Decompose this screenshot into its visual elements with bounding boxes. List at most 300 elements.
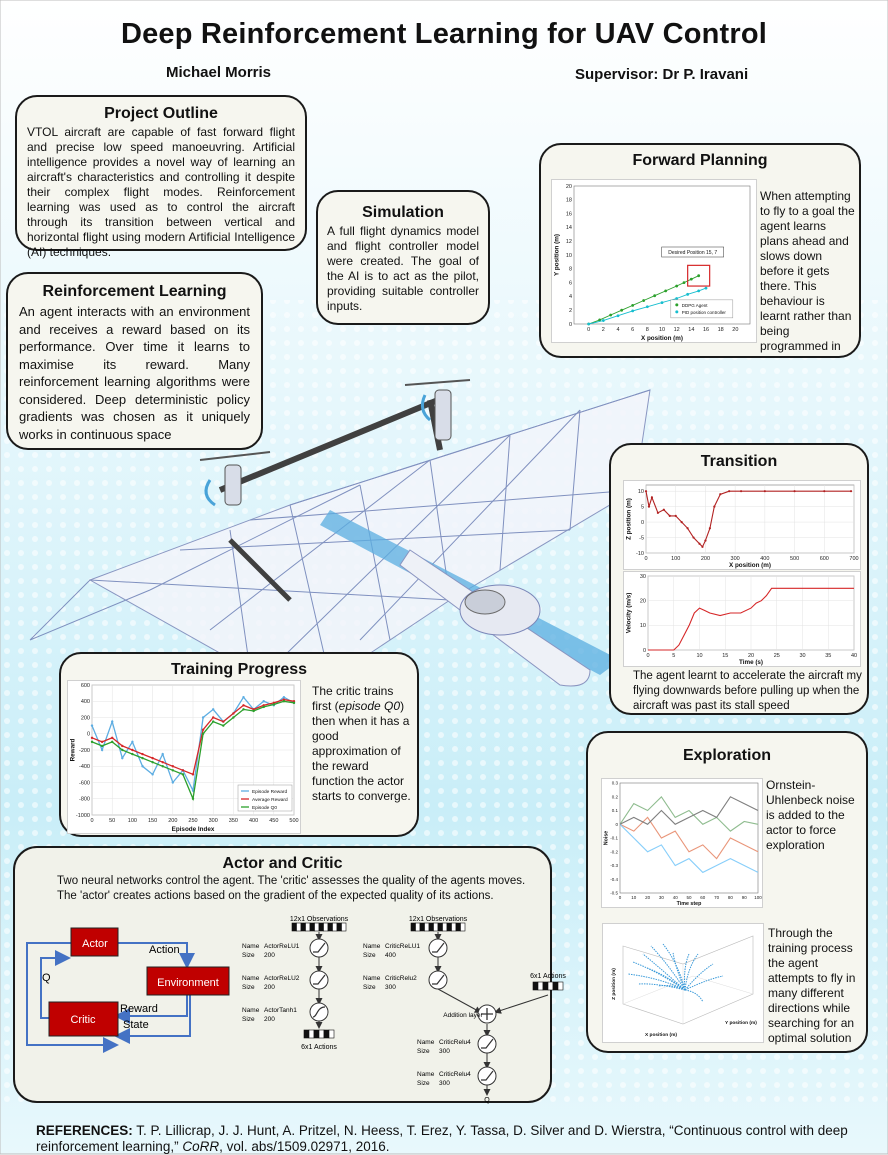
y-tick-label: -0.4 [610,876,618,882]
data-point [101,749,103,751]
critic-action-bar [533,982,563,990]
trajectory [685,990,703,1002]
critic-input-label: 12x1 Observations [408,916,468,923]
rl-text: An agent interacts with an environment and receives a reward based on its performance. Over time it learns to maximise its reward. Many reinforcement learning algorithms were considered. Deep deterministic policy gradients was chosen as it uniquely works in continuous space [19,304,250,442]
poster-title: Deep Reinforcement Learning for UAV Control [120,18,768,50]
data-point [202,716,204,718]
data-point [101,745,103,747]
reward-label: Reward [120,1003,158,1015]
references: REFERENCES: T. P. Lillicrap, J. J. Hunt, A. Pritzel, N. Heess, T. Erez, Y. Tassa, D. Silver and D. Wierstra, “Continuous control with deep reinforcement learning,” CoRR, vol. abs/1509.02971, 2016. [36,1123,848,1154]
name-label: Name [363,943,381,950]
project-outline-title: Project Outline [104,105,218,122]
exploration-title: Exploration [682,747,771,764]
data-point [661,301,664,304]
vector-cell [301,923,306,931]
data-point [793,490,795,492]
critic-layer-1 [363,939,447,959]
size-label: Size [242,1016,255,1023]
y-tick-label: 0 [568,321,572,328]
vector-cell [543,982,548,990]
exploration-trajectory-chart [602,923,764,1043]
y-tick-label: -1000 [75,812,90,819]
traj-y-label: Y position (m) [725,1021,757,1026]
data-point [631,309,634,312]
data-point [283,696,285,698]
actor-output-label: 6x1 Actions [301,1044,337,1051]
data-point [283,700,285,702]
y-tick-label: 0 [640,519,644,526]
x-tick-label: 300 [208,818,218,824]
name-label: Name [242,1007,260,1014]
vector-cell [324,1030,329,1038]
simulation-title: Simulation [362,204,444,221]
vector-cell [548,982,553,990]
vector-cell [342,923,347,931]
size-label: Size [242,984,255,991]
data-point [111,737,113,739]
x-axis-label: Time step [676,901,702,907]
x-tick-label: 18 [717,327,724,333]
state-label: State [123,1019,149,1031]
y-axis-label: Noise [603,830,610,846]
critic-layer-2-size: 300 [385,984,396,991]
critic-block-label: Critic [70,1014,96,1026]
data-point [121,749,123,751]
critic-layer-3 [417,1035,496,1055]
data-point [222,720,224,722]
data-point [141,765,143,767]
data-point [609,314,612,317]
x-tick-label: 10 [658,327,666,333]
name-label: Name [242,975,260,982]
actor-critic-diagram [15,908,566,1104]
y-tick-label: 0 [642,647,646,654]
addition-layer-label: Addition layer [443,1012,483,1019]
y-tick-label: -0.2 [610,849,618,855]
x-tick-label: 500 [789,556,800,562]
vector-cell [337,923,342,931]
actor-network [242,916,349,1051]
x-tick-label: 400 [760,556,770,562]
data-point [697,274,700,277]
vector-cell [315,923,320,931]
data-point [683,281,686,284]
data-point [91,724,93,726]
data-point [151,773,153,775]
data-point [212,716,214,718]
y-tick-label: -5 [639,535,644,542]
x-tick-label: 450 [269,818,279,824]
actor-input-label: 12x1 Observations [289,916,349,923]
data-point [602,319,605,322]
x-tick-label: 25 [773,653,780,659]
name-label: Name [363,975,381,982]
y-tick-label: -600 [78,780,90,787]
data-point [653,294,656,297]
data-point [740,490,742,492]
data-point [212,708,214,710]
vector-cell [314,1030,319,1038]
vector-cell [310,923,315,931]
y-tick-label: 12 [565,239,572,246]
x-tick-label: 70 [714,895,720,900]
x-tick-label: 250 [188,818,198,824]
rl-loop [27,928,229,1045]
data-point [823,490,825,492]
supervisor-name: Supervisor: Dr P. Iravani [575,66,749,83]
critic-actions-label: 6x1 Actions [530,973,566,980]
actor-layer-2 [242,971,328,991]
x-tick-label: 0 [644,556,648,562]
target-annotation: Desired Position 15, 7 [668,250,718,256]
x-axis-label: Time (s) [738,659,764,666]
legend-marker [675,303,678,306]
transition-panel [609,443,869,715]
x-axis-label: X position (m) [729,562,771,569]
x-tick-label: 20 [645,895,651,900]
y-tick-label: 20 [565,183,572,190]
y-tick-label: 4 [568,294,572,301]
vector-cell [411,923,416,931]
x-tick-label: 35 [825,653,832,659]
x-tick-label: 6 [631,327,635,333]
data-point [192,773,194,775]
traj-z-label: Z position (m) [612,968,617,1000]
vector-cell [324,923,329,931]
y-tick-label: -800 [78,796,90,803]
x-tick-label: 60 [700,895,706,900]
x-tick-label: 0 [587,327,591,333]
vector-cell [438,923,443,931]
critic-output-label: Q [484,1097,490,1104]
y-axis-label: Velocity (m/s) [625,592,633,634]
y-tick-label: 10 [639,623,646,630]
x-tick-label: 0 [90,818,94,824]
y-axis-label: Y position (m) [553,234,561,276]
data-point [232,712,234,714]
data-point [705,287,708,290]
data-point [172,765,174,767]
y-tick-label: 6 [568,280,572,287]
legend-entry: PID position controller [681,309,726,315]
x-tick-label: 10 [631,895,637,900]
data-point [669,515,671,517]
critic-layer-4-size: 300 [439,1080,450,1087]
x-tick-label: 40 [672,895,678,900]
actor-action-bar [304,1030,334,1038]
actor-critic-text: Two neural networks control the agent. The 'critic' assesses the quality of the agents moves. The 'actor' creates actions based on the gradient of the expected quality of its actions. [57,875,526,902]
actor-layer-3-name: ActorTanh1 [264,1007,297,1014]
data-point [222,724,224,726]
name-label: Name [417,1071,435,1078]
y-tick-label: 0.1 [611,808,618,813]
data-point [182,773,184,775]
data-point [850,490,852,492]
vector-cell [558,982,563,990]
data-point [764,490,766,492]
size-label: Size [417,1080,430,1087]
data-point [232,716,234,718]
data-point [162,753,164,755]
y-tick-label: -200 [78,747,90,754]
y-tick-label: -0.3 [610,863,618,868]
x-tick-label: 50 [109,818,116,824]
data-point [182,769,184,771]
x-tick-label: 100 [754,895,762,900]
y-tick-label: 0.2 [611,794,618,800]
training-progress-panel [59,652,419,837]
data-point [121,757,123,759]
vector-cell [297,923,302,931]
reinforcement-learning-panel [6,272,263,450]
traj-x-label: X position (m) [645,1033,677,1038]
data-point [617,314,620,317]
vector-cell [429,923,434,931]
y-tick-label: 16 [565,211,572,218]
actor-layer-3-size: 200 [264,1016,275,1023]
vector-cell [538,982,543,990]
y-tick-label: 400 [80,699,90,706]
data-point [263,706,265,708]
x-tick-label: 15 [722,653,729,659]
x-tick-label: 8 [645,327,649,333]
x-tick-label: 100 [127,818,137,824]
data-point [719,493,721,495]
vector-cell [533,982,538,990]
vector-cell [304,1030,309,1038]
vector-cell [425,923,430,931]
data-point [141,757,143,759]
actor-layer-1-name: ActorReLU1 [264,943,300,950]
data-point [713,506,715,508]
data-point [675,515,677,517]
legend-marker [675,310,678,313]
exploration-panel [586,731,868,1053]
vector-cell [328,923,333,931]
data-point [273,703,275,705]
data-point [242,696,244,698]
vector-cell [456,923,461,931]
rl-title: Reinforcement Learning [42,283,227,300]
data-point [728,490,730,492]
project-outline-text: VTOL aircraft are capable of fast forward flight and precise low speed manoeuvring. Artificial intelligence provides a novel way of learning an aircraft's characteristics and controlling it despite their complex flight modes. Reinforcement learning was used as to control the aircraft through its transition between vertical and horizontal flight using modern Artificial Intelligence (AI) techniques. [27,125,295,259]
legend-entry: Episode Reward [252,790,288,795]
actor-layer-3 [242,1003,328,1023]
y-tick-label: 10 [637,489,644,496]
critic-layer-2-name: CriticRelu2 [385,975,417,982]
forward-planning-chart [551,179,757,343]
data-point [172,769,174,771]
x-tick-label: 350 [228,818,238,824]
data-point [686,293,689,296]
vector-cell [452,923,457,931]
x-tick-label: 2 [601,327,605,333]
training-progress-chart [67,680,301,834]
x-tick-label: 40 [850,653,858,659]
x-tick-label: 300 [730,556,740,562]
x-tick-label: 4 [616,327,620,333]
x-tick-label: 5 [672,653,676,659]
vector-cell [306,923,311,931]
vector-cell [447,923,452,931]
data-point [162,765,164,767]
x-tick-label: 200 [700,556,711,562]
data-point [131,753,133,755]
x-tick-label: 400 [249,818,259,824]
data-point [648,506,650,508]
data-point [242,704,244,706]
data-point [587,323,590,326]
vector-cell [329,1030,334,1038]
name-label: Name [417,1039,435,1046]
x-tick-label: 10 [696,653,703,659]
x-tick-label: 12 [673,327,680,333]
data-point [675,285,678,288]
data-point [121,745,123,747]
data-point [202,728,204,730]
x-tick-label: 150 [148,818,158,824]
forward-planning-panel [539,143,861,358]
data-point [263,700,265,702]
data-point [701,546,703,548]
size-label: Size [363,952,376,959]
critic-layer-1-name: CriticReLU1 [385,943,421,950]
vector-cell [333,923,338,931]
data-point [111,720,113,722]
data-point [697,289,700,292]
y-tick-label: -0.5 [610,890,618,896]
y-tick-label: 30 [639,573,646,580]
plot-area [646,485,854,553]
legend-entry: Episode Q0 [252,806,278,811]
y-tick-label: 20 [639,598,646,605]
y-tick-label: -400 [78,764,90,771]
data-point [111,741,113,743]
data-point [293,702,295,704]
x-tick-label: 14 [688,327,695,333]
y-tick-label: -0.1 [610,835,618,841]
data-point [642,299,645,302]
x-axis-label: X position (m) [641,335,683,342]
y-axis-label: Reward [69,738,77,762]
x-tick-label: 200 [168,818,178,824]
data-point [645,490,647,492]
trajectory [633,962,685,990]
data-point [242,708,244,710]
data-point [657,512,659,514]
transition-text: The agent learnt to accelerate the aircraft my flying downwards before pulling up when the aircraft was past its stall speed [633,670,862,712]
y-tick-label: 600 [80,682,90,689]
vector-cell [434,923,439,931]
vector-cell [292,923,297,931]
data-point [131,749,133,751]
vector-cell [420,923,425,931]
training-progress-text: The critic trains first (episode Q0) then when it has a good approximation of the reward function the actor starts to converge. [312,684,411,803]
data-point [91,737,93,739]
data-point [131,741,133,743]
size-label: Size [242,952,255,959]
x-tick-label: 50 [686,895,692,900]
critic-observation-bar [411,923,465,931]
data-point [252,710,254,712]
data-point [698,543,700,545]
y-tick-label: 8 [568,266,572,273]
y-tick-label: 14 [565,225,572,232]
x-tick-label: 80 [727,895,733,900]
transition-velocity-chart [623,571,861,667]
actor-layer-1 [242,939,328,959]
data-point [151,757,153,759]
critic-layer-3-size: 300 [439,1048,450,1055]
data-point [692,536,694,538]
vector-cell [309,1030,314,1038]
name-label: Name [242,943,260,950]
x-tick-label: 30 [799,653,806,659]
data-point [141,753,143,755]
data-point [651,496,653,498]
transition-title: Transition [700,453,778,470]
critic-layer-2 [363,971,447,991]
x-tick-label: 20 [732,327,739,333]
data-point [681,521,683,523]
data-point [162,761,164,763]
y-axis-label: Z position (m) [625,498,633,540]
x-tick-label: 16 [702,327,710,333]
data-point [709,527,711,529]
actor-critic-title: Actor and Critic [222,855,343,872]
size-label: Size [363,984,376,991]
critic-network [363,916,566,1104]
simulation-panel [316,190,490,325]
y-tick-label: -10 [636,550,644,557]
data-point [202,733,204,735]
simulation-text: A full flight dynamics model and flight controller model were created. The goal of the AI is to act as the pilot, providing suitable controller inputs. [327,224,479,313]
data-point [151,761,153,763]
addition-layer [443,1005,496,1023]
actor-block-label: Actor [82,938,108,950]
y-tick-label: 200 [80,715,90,722]
training-progress-title: Training Progress [170,661,308,678]
x-tick-label: 500 [289,818,299,824]
axes-box [623,936,753,1024]
data-point [212,720,214,722]
actor-layer-2-name: ActorReLU2 [264,975,300,982]
vector-cell [319,923,324,931]
vector-cell [443,923,448,931]
legend-entry: DDPG Agent [681,302,708,308]
y-tick-label: 5 [640,504,644,511]
x-tick-label: 100 [671,556,681,562]
x-tick-label: 0 [618,895,622,900]
data-point [101,741,103,743]
data-point [631,304,634,307]
forward-planning-text: When attempting to fly to a goal the agent learns plans ahead and slows down before it gets there. This behaviour is learnt rather than being programmed in [760,189,855,353]
actor-layer-1-size: 200 [264,952,275,959]
y-tick-label: 0.3 [611,780,618,786]
critic-layer-4 [417,1067,496,1087]
x-tick-label: 700 [849,556,859,562]
vector-cell [553,982,558,990]
x-tick-label: 90 [741,895,747,900]
axes-grid [623,964,753,1024]
data-point [675,297,678,300]
action-label: Action [149,944,180,956]
author-name: Michael Morris [166,64,272,81]
data-point [192,798,194,800]
exploration-noise-text: Ornstein-Uhlenbeck noise is added to the actor to force exploration [766,778,855,852]
vector-cell [461,923,466,931]
vector-cell [416,923,421,931]
